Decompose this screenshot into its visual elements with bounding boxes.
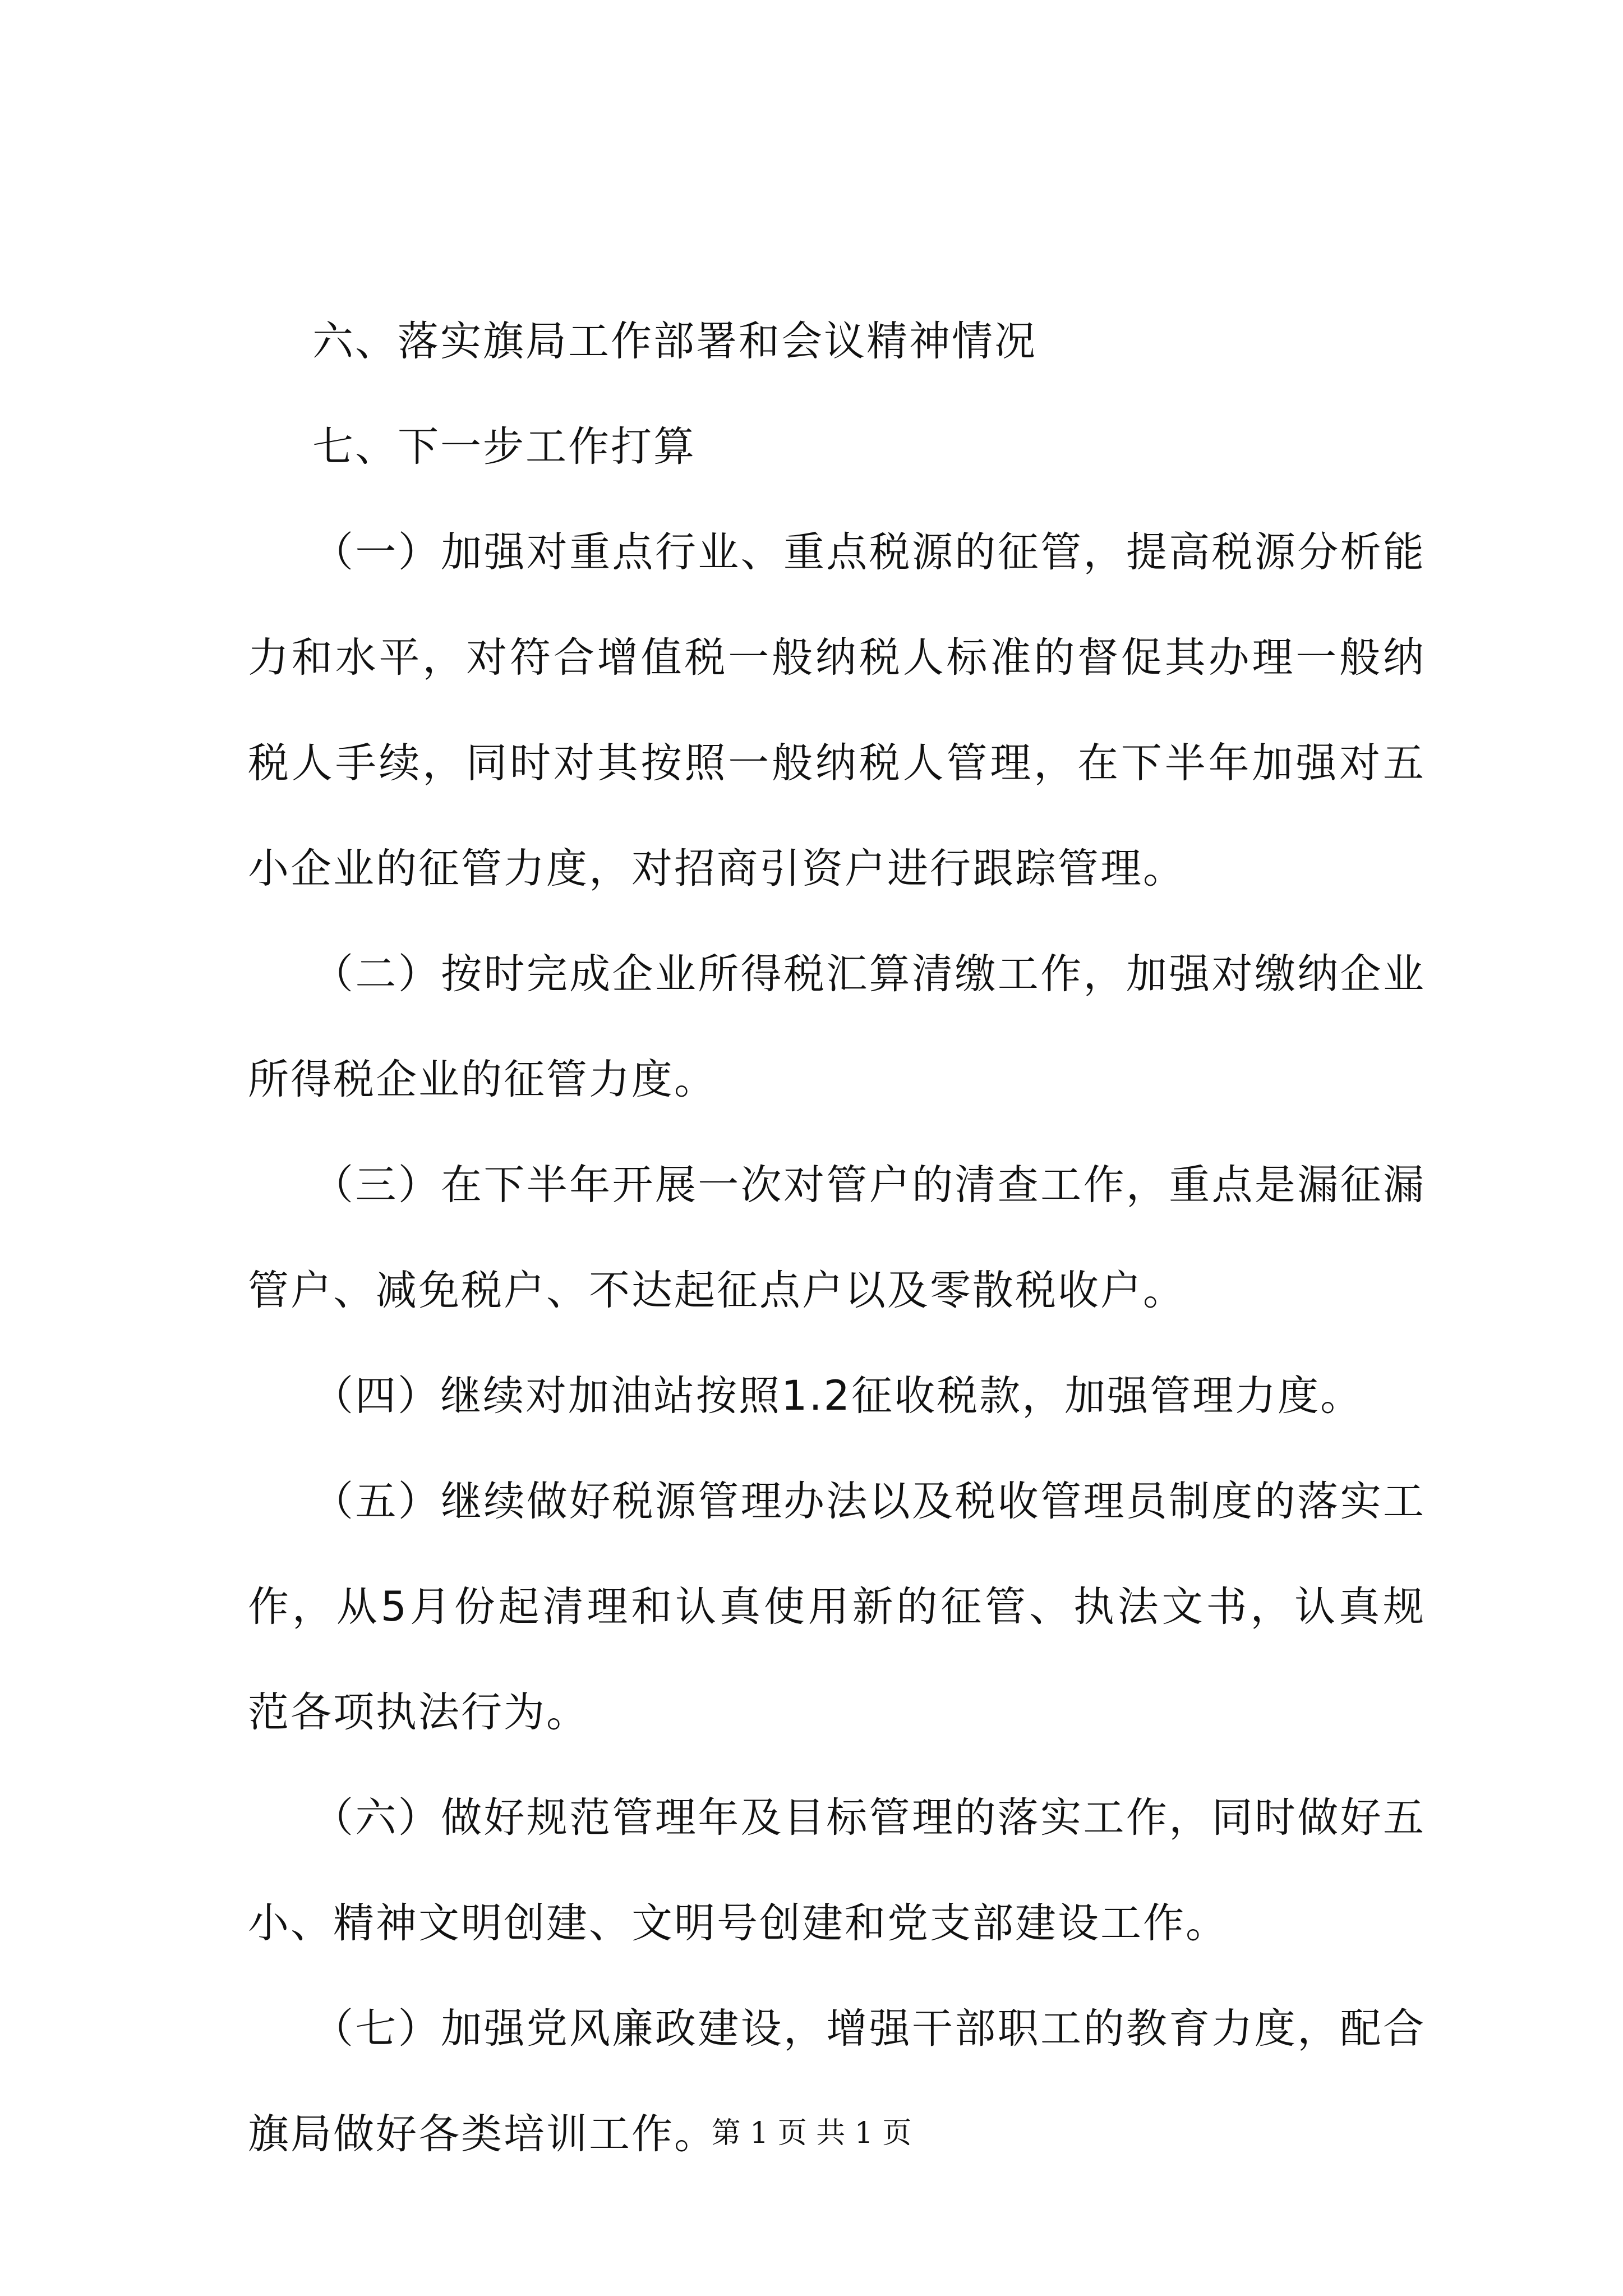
paragraph-item-2: （二）按时完成企业所得税汇算清缴工作，加强对缴纳企业所得税企业的征管力度。 <box>248 950 1426 1103</box>
paragraph-item-1: （一）加强对重点行业、重点税源的征管，提高税源分析能力和水平，对符合增值税一般纳税人标准的督促其办理一般纳税人手续，同时对其按照一般纳税人管理，在下半年加强对五小企业的征管力度，对招商引资户进行跟踪管理。 <box>248 528 1426 892</box>
section-heading-6: 六、落实旗局工作部署和会议精神情况 <box>312 318 1037 365</box>
page-number-footer: 第 1 页 共 1 页 <box>711 2116 912 2150</box>
paragraph-item-3: （三）在下半年开展一次对管户的清查工作，重点是漏征漏管户、减免税户、不达起征点户以及零散税收户。 <box>248 1161 1426 1314</box>
paragraph-item-6: （六）做好规范管理年及目标管理的落实工作，同时做好五小、精神文明创建、文明号创建和党支部建设工作。 <box>248 1794 1426 1947</box>
paragraph-item-7: （七）加强党风廉政建设，增强干部职工的教育力度，配合旗局做好各类培训工作。 <box>248 2005 1426 2158</box>
paragraph-item-4: （四）继续对加油站按照1.2征收税款，加强管理力度。 <box>312 1372 1363 1420</box>
paragraph-item-5: （五）继续做好税源管理办法以及税收管理员制度的落实工作，从5月份起清理和认真使用新的征管、执法文书，认真规范各项执法行为。 <box>248 1478 1426 1736</box>
section-heading-7: 七、下一步工作打算 <box>312 423 696 471</box>
